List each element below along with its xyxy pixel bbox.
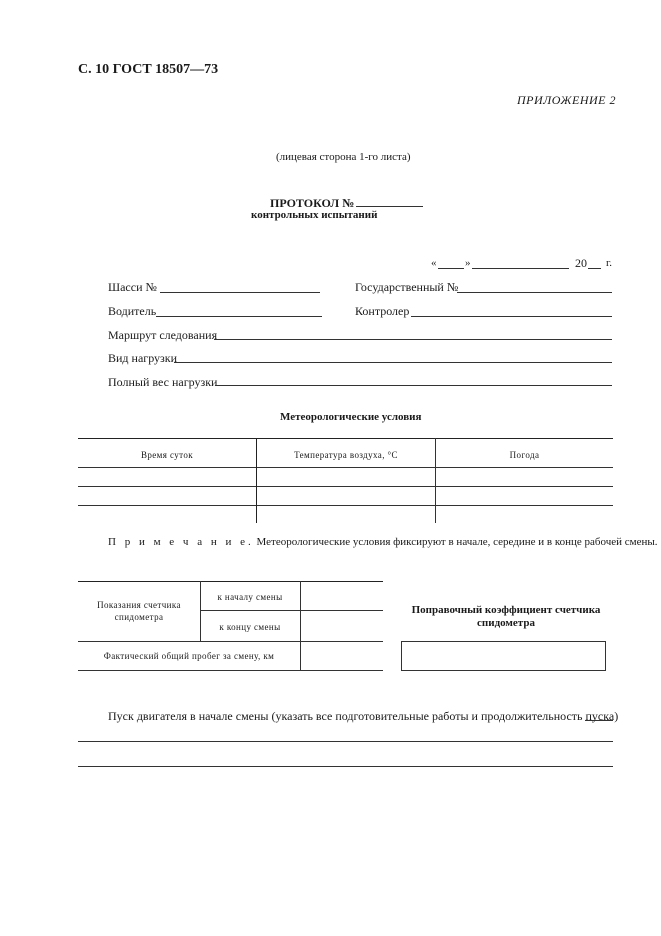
readings-label: Показания счетчика спидометра [97, 600, 181, 622]
chassis-field[interactable] [160, 292, 320, 293]
chassis-label: Шасси № [108, 280, 157, 294]
shift-end-label: к концу смены [219, 622, 281, 632]
correction-coefficient-box[interactable] [401, 641, 606, 671]
year-suffix: г. [606, 257, 613, 269]
speedometer-table-row-rule [78, 641, 383, 642]
weather-note [108, 536, 658, 548]
col-header-time: Время суток [140, 450, 194, 460]
speedometer-table-mid-rule [200, 610, 383, 611]
load-type-field[interactable] [174, 362, 612, 363]
speedometer-table-divider [200, 581, 201, 641]
page-reference: С. 10 ГОСТ 18507—73 [78, 62, 219, 77]
controller-label: Контролер [355, 304, 410, 318]
speedometer-table-divider [300, 581, 301, 670]
weather-table-row-rule [78, 505, 613, 506]
date-close-quote: » [465, 257, 471, 269]
date-year-field[interactable] [588, 268, 601, 269]
protocol-title: ПРОТОКОЛ № [270, 196, 355, 210]
protocol-number-field[interactable] [356, 206, 423, 207]
date-open-quote: « [431, 257, 437, 269]
appendix-label: ПРИЛОЖЕНИЕ 2 [517, 93, 616, 107]
actual-mileage-label: Фактический общий пробег за смену, км [103, 651, 275, 661]
col-header-temperature: Температура воздуха, °С [294, 450, 398, 460]
weather-table-top-rule [78, 438, 613, 439]
driver-label: Водитель [108, 304, 157, 318]
engine-start-line[interactable] [78, 741, 613, 742]
load-type-label: Вид нагрузки [108, 351, 178, 365]
correction-coefficient-title: Поправочный коэффициент счетчика спидометра [411, 604, 601, 629]
speedometer-table-bottom-rule [78, 670, 383, 671]
state-number-label: Государственный № [355, 280, 459, 294]
note-label: П р и м е ч а н и е. [108, 536, 254, 548]
controller-field[interactable] [411, 316, 612, 317]
side-note: (лицевая сторона 1-го листа) [276, 151, 411, 163]
speedometer-table-top-rule [78, 581, 383, 582]
year-prefix: 20 [575, 256, 587, 270]
weather-table-header-rule [78, 467, 613, 468]
total-weight-label: Полный вес нагрузки [108, 375, 218, 389]
route-label: Маршрут следования [108, 328, 218, 342]
engine-start-label: Пуск двигателя в начале смены (указать все подготовительные работы и продолжительность пуска) [108, 709, 619, 723]
engine-start-line[interactable] [78, 766, 613, 767]
total-weight-field[interactable] [215, 385, 612, 386]
date-day-field[interactable] [438, 268, 464, 269]
driver-field[interactable] [156, 316, 322, 317]
shift-start-label: к началу смены [217, 592, 283, 602]
state-number-field[interactable] [457, 292, 612, 293]
note-text: Метеорологические условия фиксируют в начале, середине и в конце рабочей смены. [256, 536, 658, 548]
route-field[interactable] [214, 339, 612, 340]
col-header-weather: Погода [509, 450, 540, 460]
protocol-subtitle: контрольных испытаний [251, 209, 378, 221]
weather-title: Метеорологические условия [280, 411, 422, 423]
weather-table-row-rule [78, 486, 613, 487]
engine-start-field[interactable] [585, 720, 613, 721]
date-month-field[interactable] [472, 268, 569, 269]
